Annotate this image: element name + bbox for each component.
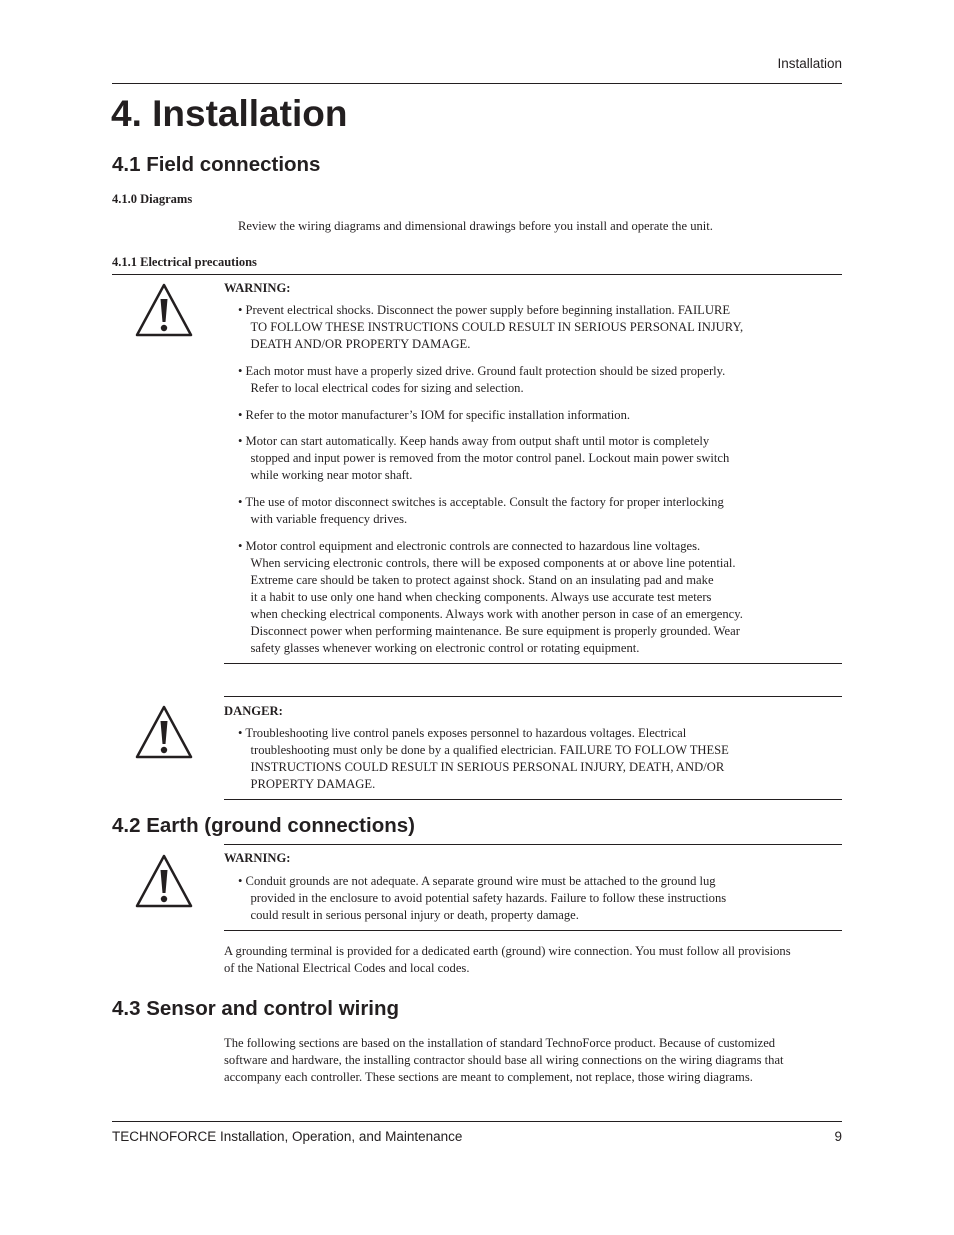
bullet-line: while working near motor shaft. <box>250 468 413 482</box>
subsection-heading-precautions: 4.1.1 Electrical precautions <box>112 255 257 269</box>
header-rule <box>112 83 842 84</box>
diagrams-text: Review the wiring diagrams and dimensional drawings before you install and operate the unit. <box>238 219 713 233</box>
paragraph-line: accompany each controller. These sections are meant to complement, not replace, those wiring diagrams. <box>224 1070 753 1084</box>
warning-end-rule <box>224 663 842 664</box>
section-heading-4-3: 4.3 Sensor and control wiring <box>112 997 400 1020</box>
bullet-line: PROPERTY DAMAGE. <box>250 777 376 791</box>
bullet-line: Refer to local electrical codes for sizing and selection. <box>250 381 524 395</box>
bullet-line: could result in serious personal injury or death, property damage. <box>250 908 579 922</box>
bullet-line: • Motor can start automatically. Keep hands away from output shaft until motor is completely <box>238 434 710 448</box>
paragraph-line: software and hardware, the installing contractor should base all wiring connections on the wiring diagrams that <box>224 1053 784 1067</box>
bullet-line: provided in the enclosure to avoid potential safety hazards. Failure to follow these instructions <box>250 891 727 905</box>
page-title: 4. Installation <box>111 93 348 134</box>
bullet-line: it a habit to use only one hand when checking components. Always use accurate test meters <box>250 590 712 604</box>
warning-triangle-icon <box>134 853 194 909</box>
footer-rule <box>112 1121 842 1122</box>
bullet-line: • Prevent electrical shocks. Disconnect the power supply before beginning installation. FAILURE <box>238 303 731 317</box>
warning-bullet <box>238 538 798 657</box>
danger-label: DANGER: <box>224 704 283 718</box>
bullet-line: When servicing electronic controls, there will be exposed components at or above line potential. <box>250 556 736 570</box>
bullet-line: • Conduit grounds are not adequate. A separate ground wire must be attached to the ground lug <box>238 874 716 888</box>
bullet-line: with variable frequency drives. <box>250 512 408 526</box>
warning-bullet <box>238 363 798 397</box>
bullet-line: stopped and input power is removed from the motor control panel. Lockout main power switch <box>250 451 730 465</box>
earth-warning-end-rule <box>224 930 842 931</box>
warning-label: WARNING: <box>224 281 291 295</box>
bullet-line: when checking electrical components. Always work with another person in case of an emergency. <box>250 607 743 621</box>
warning-bullet <box>238 494 798 528</box>
bullet-line: Disconnect power when performing maintenance. Be sure equipment is properly grounded. Wear <box>250 624 740 638</box>
bullet-line: • The use of motor disconnect switches is acceptable. Consult the factory for proper interlocking <box>238 495 724 509</box>
warning-bullet <box>238 302 798 353</box>
bullet-line: • Motor control equipment and electronic controls are connected to hazardous line voltages. <box>238 539 701 553</box>
earth-warning-label: WARNING: <box>224 851 291 865</box>
earth-warning-bullet <box>238 873 798 924</box>
danger-end-rule <box>224 799 842 800</box>
warning-bullet <box>238 433 798 484</box>
warning-bullet <box>238 407 798 424</box>
bullet-line: INSTRUCTIONS COULD RESULT IN SERIOUS PERSONAL INJURY, DEATH, AND/OR <box>250 760 725 774</box>
bullet-line: TO FOLLOW THESE INSTRUCTIONS COULD RESULT IN SERIOUS PERSONAL INJURY, <box>250 320 744 334</box>
bullet-line: • Troubleshooting live control panels exposes personnel to hazardous voltages. Electrical <box>238 726 687 740</box>
bullet-line: • Each motor must have a properly sized drive. Ground fault protection should be sized properly. <box>238 364 726 378</box>
bullet-line: Extreme care should be taken to protect against shock. Stand on an insulating pad and make <box>250 573 714 587</box>
danger-start-rule <box>224 696 842 697</box>
bullet-line: • Refer to the motor manufacturer’s IOM for specific installation information. <box>238 408 631 422</box>
bullet-line: troubleshooting must only be done by a qualified electrician. FAILURE TO FOLLOW THESE <box>250 743 729 757</box>
earth-warning-start-rule <box>224 844 842 845</box>
bullet-line: safety glasses whenever working on electronic control or rotating equipment. <box>250 641 640 655</box>
running-head: Installation <box>777 56 842 71</box>
sensor-paragraph <box>224 1035 842 1086</box>
paragraph-line: A grounding terminal is provided for a dedicated earth (ground) wire connection. You must follow all provisions <box>224 944 791 958</box>
footer-title: TECHNOFORCE Installation, Operation, and Maintenance <box>112 1129 463 1144</box>
warning-triangle-icon <box>134 282 194 338</box>
warning-triangle-icon <box>134 704 194 760</box>
paragraph-line: of the National Electrical Codes and local codes. <box>224 961 470 975</box>
page-number: 9 <box>834 1129 842 1144</box>
subsection-heading-diagrams: 4.1.0 Diagrams <box>112 192 193 206</box>
paragraph-line: The following sections are based on the installation of standard TechnoForce product. Because of customized <box>224 1036 776 1050</box>
section-heading-4-2: 4.2 Earth (ground connections) <box>112 814 415 837</box>
precautions-rule <box>112 274 842 275</box>
section-heading-4-1: 4.1 Field connections <box>112 153 321 176</box>
earth-paragraph <box>224 943 842 977</box>
bullet-line: DEATH AND/OR PROPERTY DAMAGE. <box>250 337 471 351</box>
danger-bullet <box>238 725 798 793</box>
